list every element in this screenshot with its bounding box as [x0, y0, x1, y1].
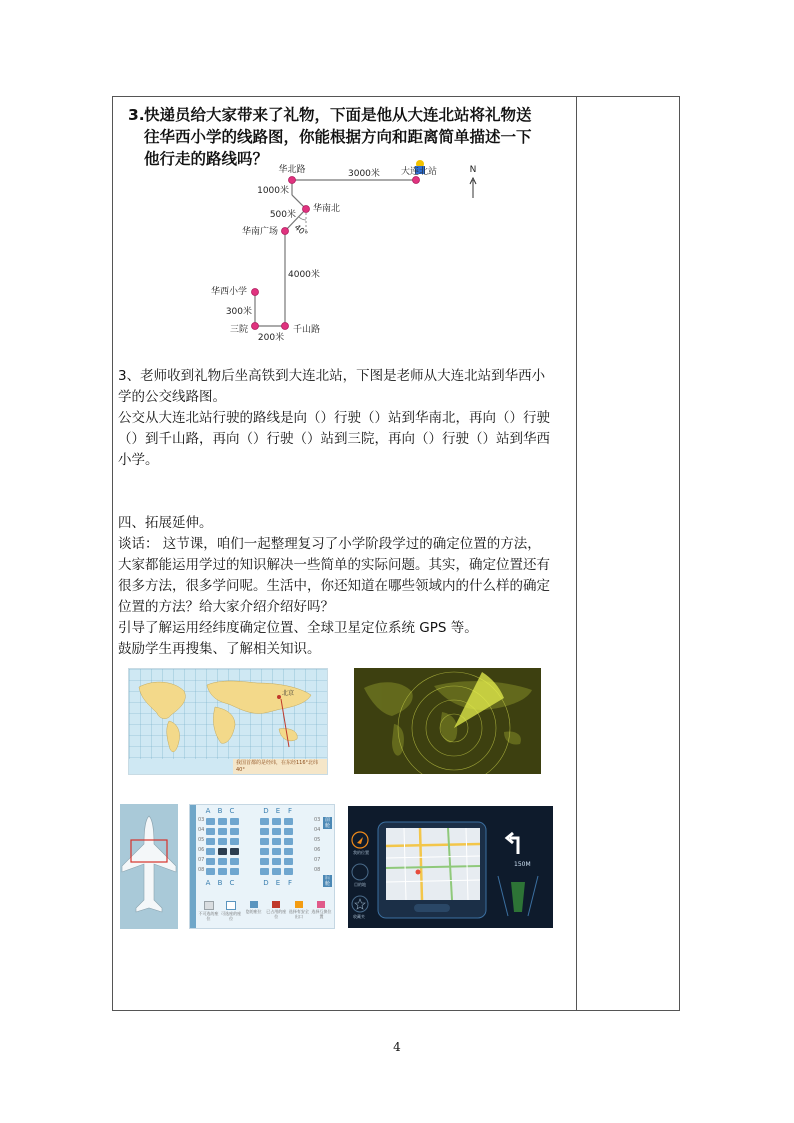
- stop-huaxi-school: [252, 289, 259, 296]
- text-line: 引导了解运用经纬度确定位置、全球卫星定位系统 GPS 等。: [118, 620, 478, 636]
- seat[interactable]: [206, 848, 215, 855]
- seat[interactable]: [230, 858, 239, 865]
- seat[interactable]: [272, 838, 281, 845]
- text-line: （）到千山路，再向（）行驶（）站到三院，再向（）行驶（）站到华西: [118, 431, 550, 447]
- seat[interactable]: [206, 818, 215, 825]
- seat[interactable]: [230, 848, 239, 855]
- stop-label: 华北路: [278, 165, 306, 175]
- seat-column-label: E: [275, 879, 281, 887]
- stop-label: 华西小学: [210, 287, 247, 297]
- seat[interactable]: [218, 818, 227, 825]
- north-label: N: [469, 165, 477, 175]
- seat-row-label: 07: [198, 857, 205, 863]
- north-arrow-icon: [470, 178, 476, 198]
- angle-label: 40°: [292, 222, 310, 239]
- seat[interactable]: [206, 868, 215, 875]
- seat-row-label: 05: [314, 837, 321, 843]
- seat-column-label: A: [205, 879, 211, 887]
- stop-qianshan-road: [282, 323, 289, 330]
- distance-label: 500米: [269, 210, 296, 220]
- nav-menu-label: 收藏夹: [353, 914, 365, 919]
- seat[interactable]: [284, 838, 293, 845]
- text-line: 学的公交线路图。: [118, 389, 226, 405]
- text-line: 3、老师收到礼物后坐高铁到大连北站，下图是老师从大连北站到华西小: [118, 368, 546, 384]
- seat-row-label: 04: [314, 827, 321, 833]
- seat-row-label: 07: [314, 857, 321, 863]
- radar-image: [354, 668, 541, 774]
- seat-column-label: A: [205, 807, 211, 815]
- seat[interactable]: [230, 818, 239, 825]
- stop-huanan-square: [282, 228, 289, 235]
- seat[interactable]: [284, 828, 293, 835]
- seat[interactable]: [218, 858, 227, 865]
- seat[interactable]: [230, 828, 239, 835]
- seat[interactable]: [218, 828, 227, 835]
- seat-row-label: 03: [314, 817, 321, 823]
- seat-row-label: 08: [198, 867, 205, 873]
- section-heading: 四、拓展延伸。: [118, 515, 213, 531]
- distance-label: 200米: [257, 333, 285, 343]
- stop-label: 华南北: [313, 204, 341, 214]
- seat[interactable]: [260, 828, 269, 835]
- seat[interactable]: [260, 818, 269, 825]
- table-column-divider: [576, 96, 577, 1011]
- seat[interactable]: [218, 848, 227, 855]
- seat[interactable]: [260, 848, 269, 855]
- seat-legend-item: 不可选的座位: [198, 901, 219, 928]
- seat-legend-item: 选择有安全出口: [288, 901, 309, 928]
- text-line: 很多方法，很多学问呢。生活中，你还知道在哪些领域内的什么样的确定: [118, 578, 550, 594]
- stop-dalian-north: [413, 177, 420, 184]
- stop-label: 千山路: [293, 325, 321, 335]
- stop-huanan-north: [303, 206, 310, 213]
- seat-row-label: 08: [314, 867, 321, 873]
- seat-side-label: 后舱: [324, 875, 330, 887]
- seat[interactable]: [284, 868, 293, 875]
- distance-label: 3000米: [348, 169, 380, 179]
- stop-huabei-road: [289, 177, 296, 184]
- seat[interactable]: [284, 818, 293, 825]
- seat-column-label: F: [287, 879, 293, 887]
- question-line-2: 往华西小学的线路图，你能根据方向和距离简单描述一下: [144, 128, 532, 146]
- seat[interactable]: [284, 858, 293, 865]
- seat[interactable]: [272, 868, 281, 875]
- seat[interactable]: [260, 858, 269, 865]
- nav-menu-label: 目的地: [354, 882, 366, 887]
- seat[interactable]: [260, 838, 269, 845]
- nav-menu-label: 我的位置: [353, 850, 369, 855]
- question-line-1: 快递员给大家带来了礼物，下面是他从大连北站将礼物送: [144, 106, 532, 124]
- seat[interactable]: [272, 848, 281, 855]
- gps-navigation-image: [348, 806, 553, 928]
- city-label: 北京: [282, 690, 295, 697]
- seat[interactable]: [206, 838, 215, 845]
- seat-column-label: B: [217, 807, 223, 815]
- question-number: 3.: [128, 106, 145, 124]
- turn-distance: 150M: [514, 861, 531, 868]
- seat-row-label: 06: [198, 847, 205, 853]
- seat-column-label: D: [263, 879, 269, 887]
- seat-row-label: 06: [314, 847, 321, 853]
- seat[interactable]: [218, 868, 227, 875]
- distance-label: 4000米: [288, 270, 320, 280]
- distance-label: 1000米: [257, 186, 289, 196]
- seat-column-label: C: [229, 879, 235, 887]
- text-line: 小学。: [118, 452, 159, 468]
- seat-column-label: D: [263, 807, 269, 815]
- stop-label: 华南广场: [241, 227, 278, 237]
- text-line: 鼓励学生再搜集、了解相关知识。: [118, 641, 321, 657]
- seat[interactable]: [230, 838, 239, 845]
- stop-label: 大连北站: [400, 167, 438, 177]
- seat-column-label: C: [229, 807, 235, 815]
- question-line-3: 他行走的路线吗？: [144, 150, 269, 168]
- seat-legend-item: 您的座位: [243, 901, 264, 928]
- seat[interactable]: [218, 838, 227, 845]
- seat-column-label: F: [287, 807, 293, 815]
- extension-section: [118, 513, 570, 660]
- route-map: [205, 160, 495, 350]
- map-caption: 我国首都的是经纬，在东经116°北纬40°: [233, 759, 327, 774]
- page-number: 4: [393, 1040, 401, 1054]
- seat-legend-item: 可选座的座位: [221, 901, 242, 928]
- text-line: 位置的方法？给大家介绍介绍好吗？: [118, 599, 334, 615]
- stop-label: 三院: [229, 325, 248, 335]
- distance-label: 300米: [225, 307, 252, 317]
- seat-row-label: 03: [198, 817, 205, 823]
- seat-legend-item: 已占用的座位: [266, 901, 287, 928]
- seat[interactable]: [284, 848, 293, 855]
- seat-side-label: 前舱: [324, 817, 330, 829]
- seat-grid: [198, 817, 324, 879]
- stop-sanyuan: [252, 323, 259, 330]
- seat[interactable]: [260, 868, 269, 875]
- seat[interactable]: [272, 828, 281, 835]
- teacher-question: [118, 366, 570, 471]
- seat[interactable]: [272, 858, 281, 865]
- world-map-image: [128, 668, 328, 775]
- seat-map-image: [189, 804, 335, 929]
- seat[interactable]: [230, 868, 239, 875]
- text-line: 公交从大连北站行驶的路线是向（）行驶（）站到华南北，再向（）行驶: [118, 410, 550, 426]
- airplane-image: [120, 804, 178, 929]
- text-line: 谈话： 这节课，咱们一起整理复习了小学阶段学过的确定位置的方法，: [118, 536, 541, 552]
- seat-row-label: 04: [198, 827, 205, 833]
- seat-row-label: 05: [198, 837, 205, 843]
- text-line: 大家都能运用学过的知识解决一些简单的实际问题。其实，确定位置还有: [118, 557, 550, 573]
- seat[interactable]: [206, 858, 215, 865]
- seat[interactable]: [206, 828, 215, 835]
- seat-legend-item: 选择互换位置: [311, 901, 332, 928]
- seat-column-label: B: [217, 879, 223, 887]
- seat[interactable]: [272, 818, 281, 825]
- seat-column-label: E: [275, 807, 281, 815]
